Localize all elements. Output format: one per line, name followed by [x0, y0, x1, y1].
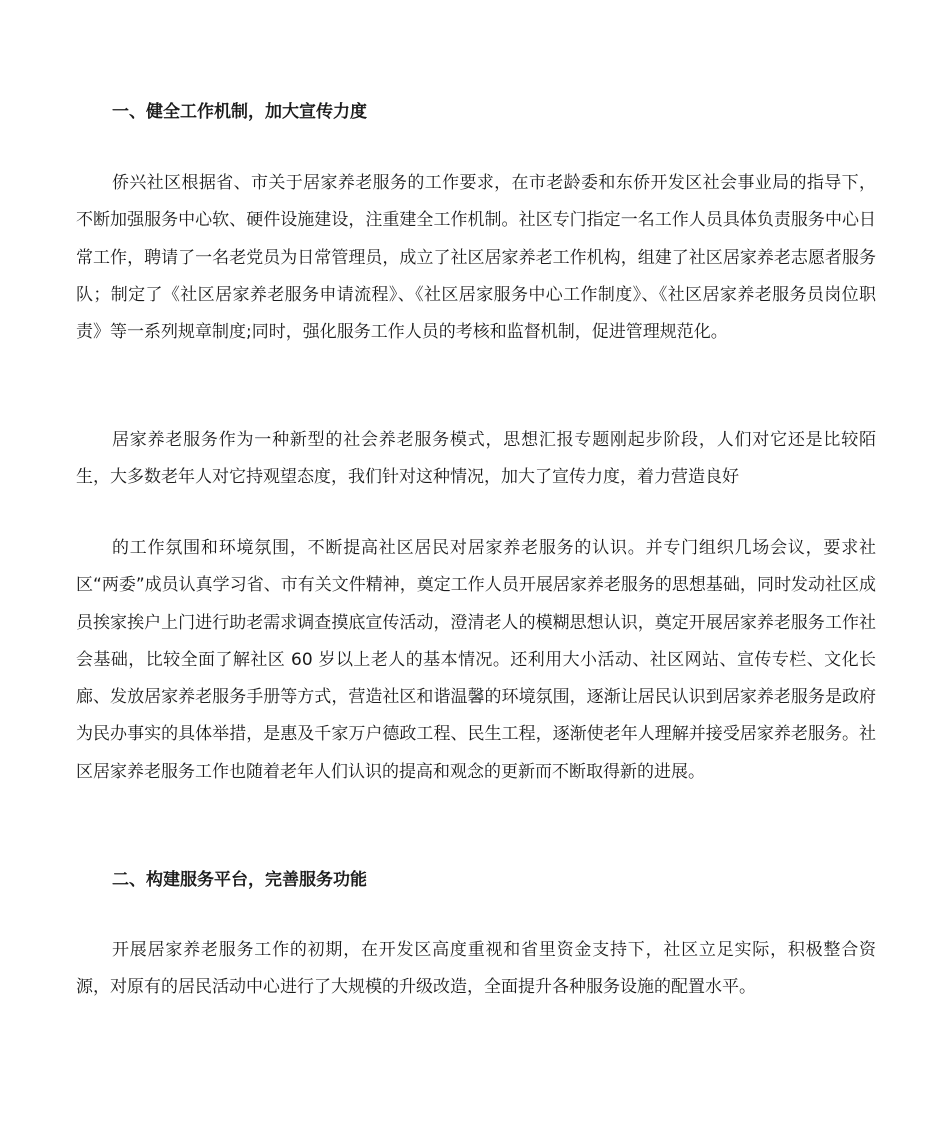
paragraph-1: 侨兴社区根据省、市关于居家养老服务的工作要求，在市老龄委和东侨开发区社会事业局的指导下，不断加强服务中心软、硬件设施建设，注重建全工作机制。社区专门指定一名工作人员具体负责服务中心日常工作，聘请了一名老党员为日常管理员，成立了社区居家养老工作机构，组建了社区居家养老志愿者服务队；制定了《社区居家养老服务申请流程》、《社区居家服务中心工作制度》、《社区居家养老服务员岗位职责》等一系列规章制度;同时，强化服务工作人员的考核和监督机制，促进管理规范化。 [76, 173, 876, 343]
paragraph-4: 开展居家养老服务工作的初期，在开发区高度重视和省里资金支持下，社区立足实际，积极整合资源，对原有的居民活动中心进行了大规模的升级改造，全面提升各种服务设施的配置水平。 [76, 940, 876, 998]
section-heading-1: 一、健全工作机制，加大宣传力度 [112, 102, 367, 122]
section-heading-2: 二、构建服务平台，完善服务功能 [112, 870, 367, 890]
paragraph-3: 的工作氛围和环境氛围，不断提高社区居民对居家养老服务的认识。并专门组织几场会议，要求社区“两委”成员认真学习省、市有关文件精神，奠定工作人员开展居家养老服务的思想基础，同时发动社区成员挨家挨户上门进行助老需求调查摸底宣传活动，澄清老人的模糊思想认识，奠定开展居家养老服务工作社会基础，比较全面了解社区 60 岁以上老人的基本情况。还利用大小活动、社区网站、宣传专栏、文化长廊、发放居家养老服务手册等方式，营造社区和谐温馨的环境氛围，逐渐让居民认识到居家养老服务是政府为民办事实的具体举措，是惠及千家万户德政工程、民生工程，逐渐使老年人理解并接受居家养老服务。社区居家养老服务工作也随着老年人们认识的提高和观念的更新而不断取得新的进展。 [76, 538, 876, 782]
paragraph-2: 居家养老服务作为一种新型的社会养老服务模式，思想汇报专题刚起步阶段，人们对它还是比较陌生，大多数老年人对它持观望态度，我们针对这种情况，加大了宣传力度，着力营造良好 [76, 430, 876, 488]
